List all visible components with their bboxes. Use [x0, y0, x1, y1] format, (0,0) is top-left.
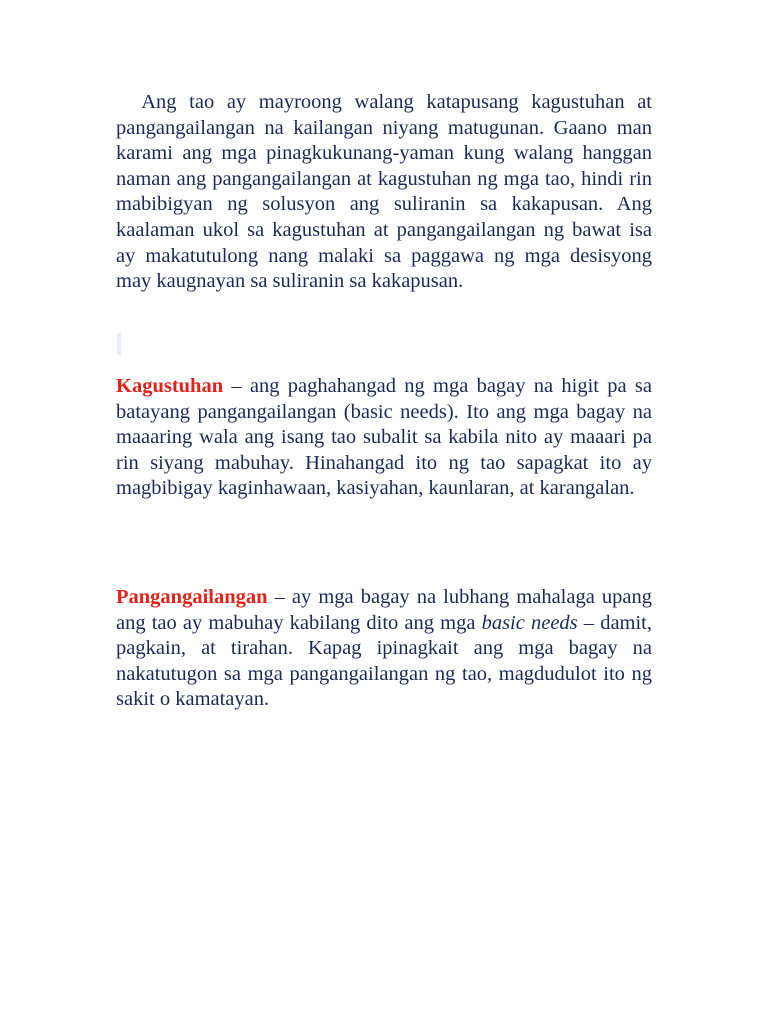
pangangailangan-term: Pangangailangan	[116, 586, 268, 608]
pangangailangan-paragraph	[116, 585, 652, 713]
text-cursor-marker	[117, 333, 121, 355]
kagustuhan-paragraph	[116, 374, 652, 502]
intro-text: Ang tao ay mayroong walang katapusang kagustuhan at pangangailangan na kailangan niyang matugunan. Gaano man karami ang mga pinagkukunang-yaman kung walang hanggan naman ang pangangailangan at kagustuhan ng mga tao, hindi rin mabibigyan ng solusyon ang suliranin sa kakapusan. Ang kaalaman ukol sa kagustuhan at pangangailangan ng bawat isa ay makatutulong nang malaki sa paggawa ng mga desisyong may kaugnayan sa suliranin sa kakapusan.	[116, 91, 652, 293]
kagustuhan-definition: – ang paghahangad ng mga bagay na higit pa sa batayang pangangailangan (basic needs). Ito ang mga bagay na maaaring wala ang isang tao subalit sa kabila nito ay maaari pa rin siyang mabuhay. Hinahangad ito ng tao sapagkat ito ay magbibigay kaginhawaan, kasiyahan, kaunlaran, at karangalan.	[116, 375, 652, 500]
pangangailangan-definition-part2: – damit, pagkain, at tirahan. Kapag ipinagkait ang mga bagay na nakatutugon sa mga pangangailangan ng tao, magdudulot ito ng sakit o kamatayan.	[116, 611, 652, 711]
kagustuhan-term: Kagustuhan	[116, 375, 224, 397]
intro-paragraph	[116, 90, 652, 295]
pangangailangan-definition-part1: – ay mga bagay na lubhang mahalaga upang ang tao ay mabuhay kabilang dito ang mga	[116, 586, 652, 634]
basic-needs-italic: basic needs	[481, 611, 578, 634]
